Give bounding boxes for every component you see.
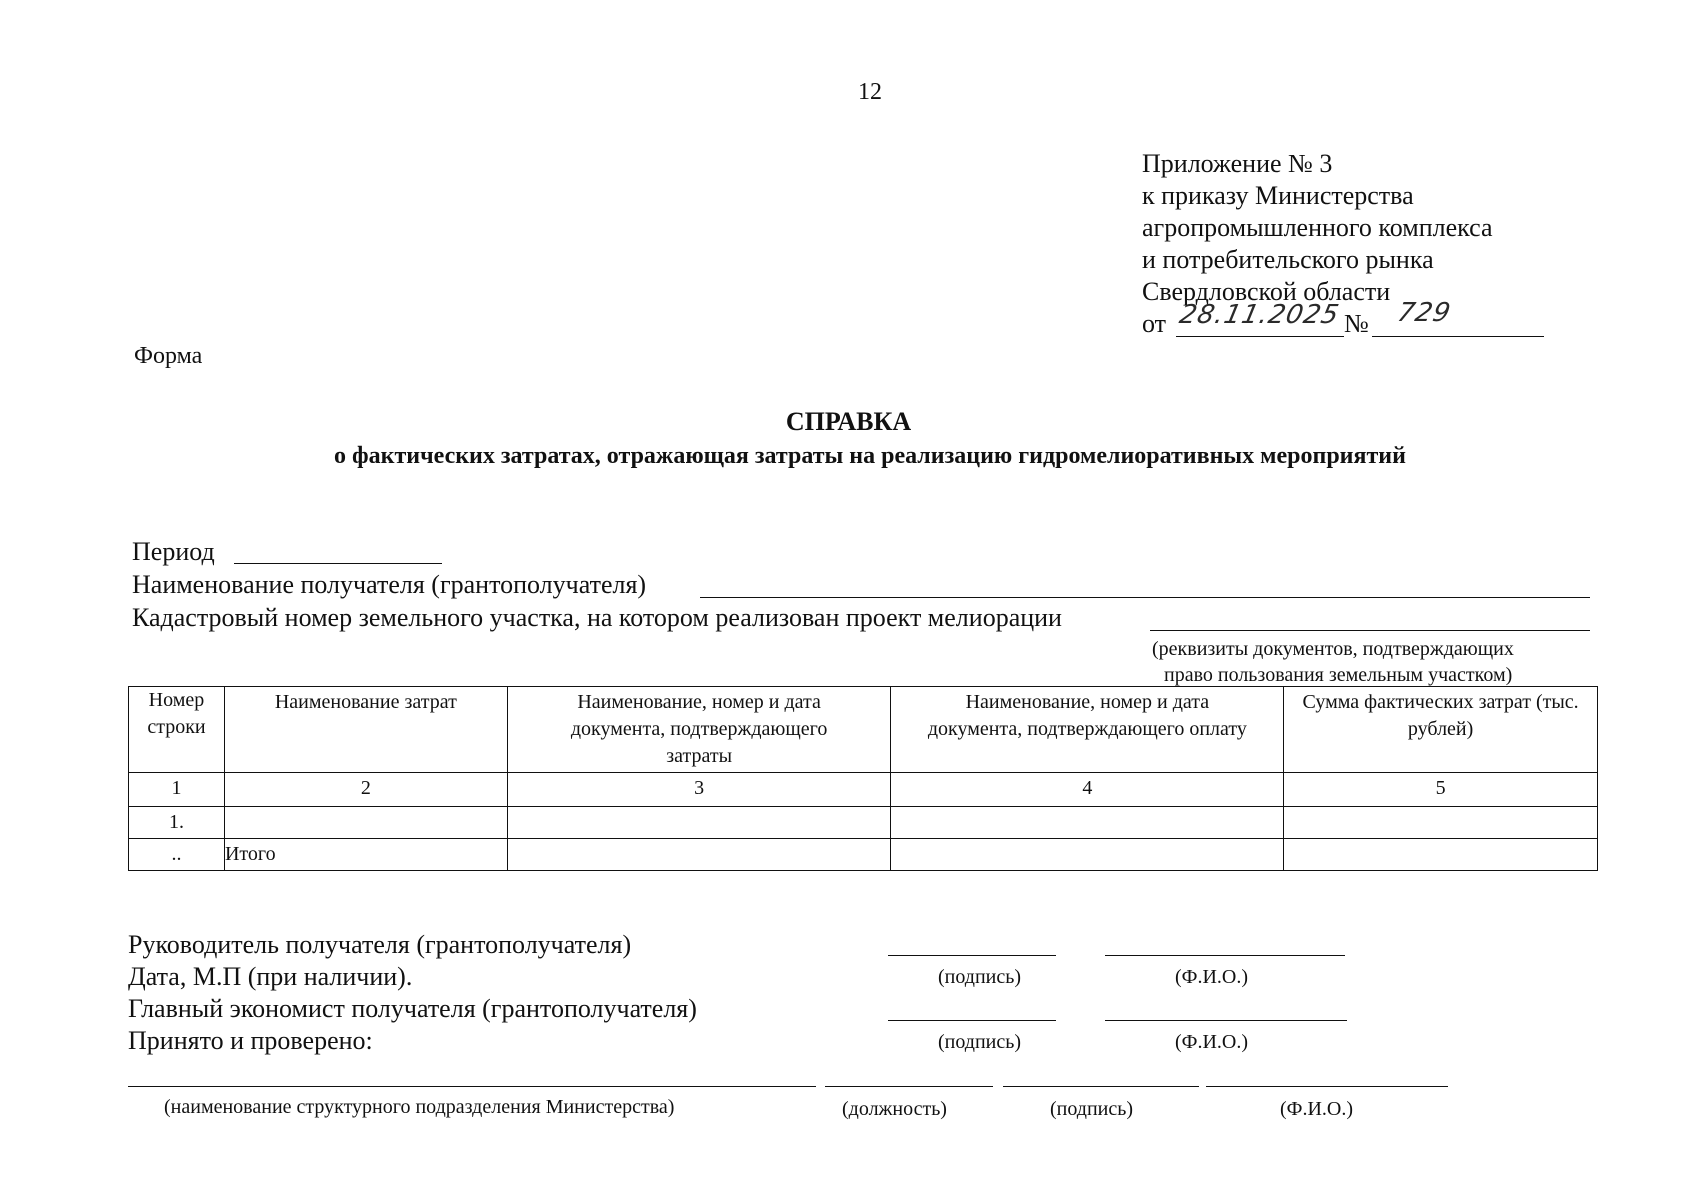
column-number: 1 — [129, 773, 225, 807]
costs-table — [128, 686, 1598, 871]
table-cell[interactable] — [507, 839, 891, 871]
economist-fio-line[interactable] — [1105, 1020, 1347, 1021]
head-signature-line[interactable] — [888, 955, 1056, 956]
table-cell[interactable]: 1. — [129, 807, 225, 839]
signature-caption: (подпись) — [938, 966, 1022, 988]
recipient-label: Наименование получателя (грантополучателя) — [132, 570, 647, 599]
table-row — [129, 807, 1598, 839]
table-cell[interactable] — [507, 807, 891, 839]
column-number: 4 — [891, 773, 1284, 807]
page-number: 12 — [858, 79, 882, 105]
column-number: 5 — [1284, 773, 1598, 807]
appendix-line: и потребительского рынка — [1142, 245, 1434, 274]
document-subtitle: о фактических затратах, отражающая затраты на реализацию гидромелиоративных мероприятий — [334, 443, 1406, 469]
form-label: Форма — [134, 343, 203, 369]
period-field-line[interactable] — [234, 563, 442, 564]
cadastral-field-line[interactable] — [1150, 630, 1590, 631]
header-cell: Номер строки — [129, 687, 225, 773]
accepted-label: Принято и проверено: — [128, 1026, 373, 1055]
unit-caption: (наименование структурного подразделения Министерства) — [164, 1096, 675, 1118]
accepted-signature-line[interactable] — [1003, 1086, 1199, 1087]
column-number: 2 — [224, 773, 507, 807]
date-handwritten: 28.11.2025 — [1176, 300, 1343, 330]
accepted-fio-line[interactable] — [1206, 1086, 1448, 1087]
table-cell[interactable] — [1284, 807, 1598, 839]
head-label: Руководитель получателя (грантополучателя) — [128, 930, 632, 959]
number-underline — [1372, 336, 1544, 337]
table-cell[interactable] — [891, 807, 1284, 839]
column-number: 3 — [507, 773, 891, 807]
header-cell: Наименование затрат — [224, 687, 507, 773]
header-cell: Наименование, номер и дата документа, подтверждающего оплату — [891, 687, 1284, 773]
number-handwritten: 729 — [1394, 298, 1454, 328]
table-cell[interactable]: .. — [129, 839, 225, 871]
header-cell: Сумма фактических затрат (тыс. рублей) — [1284, 687, 1598, 773]
table-cell[interactable] — [224, 807, 507, 839]
fio-caption: (Ф.И.О.) — [1280, 1098, 1354, 1120]
table-header-row — [129, 687, 1598, 773]
position-line[interactable] — [825, 1086, 993, 1087]
date-label: Дата, М.П (при наличии). — [128, 962, 413, 991]
table-cell[interactable] — [891, 839, 1284, 871]
signature-caption: (подпись) — [938, 1031, 1022, 1053]
cadastral-note: (реквизиты документов, подтверждающих — [1152, 638, 1514, 660]
header-cell: Наименование, номер и дата документа, подтверждающего затраты — [507, 687, 891, 773]
fio-caption: (Ф.И.О.) — [1175, 966, 1249, 988]
unit-line[interactable] — [128, 1086, 816, 1087]
appendix-line: Свердловской области — [1142, 277, 1391, 306]
economist-signature-line[interactable] — [888, 1020, 1056, 1021]
table-total-row — [129, 839, 1598, 871]
recipient-field-line[interactable] — [700, 597, 1590, 598]
economist-label: Главный экономист получателя (грантополучателя) — [128, 994, 697, 1023]
date-underline — [1176, 336, 1344, 337]
table-cell[interactable]: Итого — [224, 839, 507, 871]
head-fio-line[interactable] — [1105, 955, 1345, 956]
number-sign: № — [1344, 309, 1369, 338]
fio-caption: (Ф.И.О.) — [1175, 1031, 1249, 1053]
date-prefix: от — [1142, 309, 1167, 338]
period-label: Период — [132, 537, 215, 566]
signature-caption: (подпись) — [1050, 1098, 1134, 1120]
cadastral-note: право пользования земельным участком) — [1164, 664, 1513, 686]
appendix-line: к приказу Министерства — [1142, 181, 1414, 210]
document-title: СПРАВКА — [785, 407, 912, 436]
table-numbering-row — [129, 773, 1598, 807]
appendix-line: агропромышленного комплекса — [1142, 213, 1493, 242]
cadastral-label: Кадастровый номер земельного участка, на котором реализован проект мелиорации — [132, 603, 1062, 632]
appendix-line: Приложение № 3 — [1142, 149, 1333, 178]
table-cell[interactable] — [1284, 839, 1598, 871]
position-caption: (должность) — [842, 1098, 947, 1120]
